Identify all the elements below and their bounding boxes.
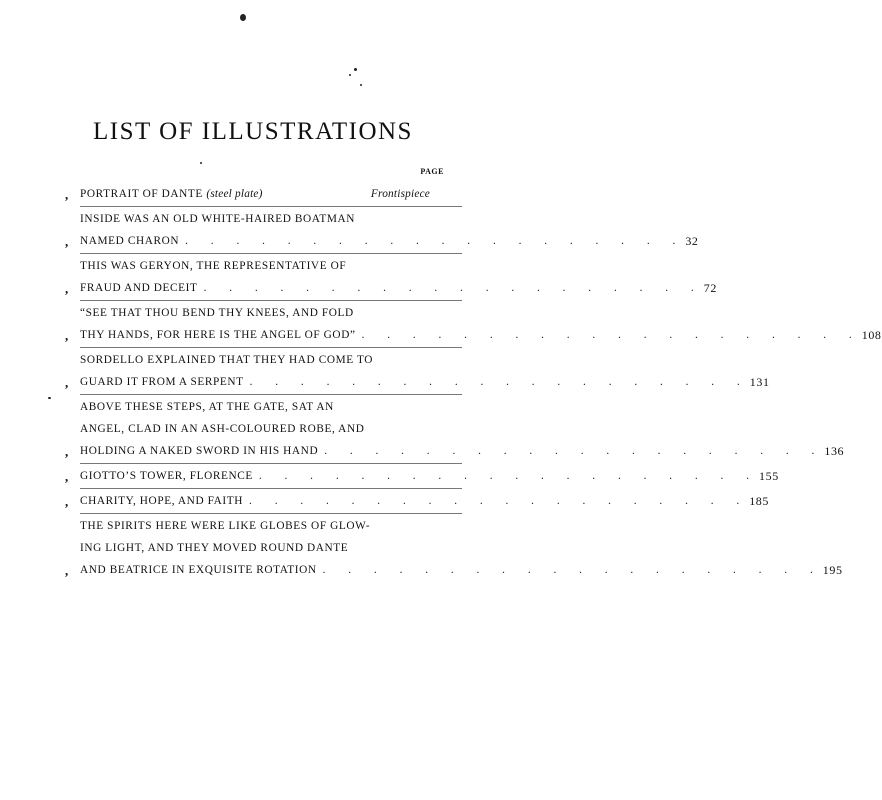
illustration-caption: [80, 514, 823, 582]
caption-line: [80, 208, 685, 230]
caption-text: CHARITY, HOPE, AND FAITH: [80, 495, 244, 507]
ink-speck: [48, 397, 51, 399]
dot-leader: . . . . . . . . . . . . . . . . . . . .: [258, 470, 760, 482]
caption-text: SORDELLO EXPLAINED THAT THEY HAD COME TO: [80, 354, 374, 366]
ink-speck: [360, 84, 362, 86]
caption-line: [80, 440, 824, 462]
caption-line: [80, 183, 430, 205]
margin-mark: ,: [65, 375, 69, 390]
ink-speck: [349, 74, 351, 76]
illustration-caption: [80, 182, 430, 206]
dot-leader: . . . . . . . . . . . . . . . . . . . .: [361, 329, 862, 341]
dot-leader: . . . . . . . . . . . . . . . . . . . .: [203, 282, 704, 294]
caption-line: [80, 418, 824, 440]
page-number: 155: [759, 469, 779, 483]
margin-mark: ,: [65, 494, 69, 509]
list-item: [65, 253, 717, 300]
illustration-caption: [80, 348, 750, 394]
margin-mark: ,: [65, 469, 69, 484]
page-column-label: PAGE: [420, 167, 444, 176]
margin-mark: ,: [65, 234, 69, 249]
caption-line: [80, 324, 862, 346]
caption-line: [80, 302, 862, 324]
margin-mark: ,: [65, 563, 69, 578]
caption-text: THIS WAS GERYON, THE REPRESENTATIVE OF: [80, 260, 347, 272]
placement-label: Frontispiece: [370, 188, 430, 200]
caption-note: (steel plate): [206, 188, 263, 200]
margin-mark: ,: [65, 187, 69, 202]
list-item: [65, 463, 779, 488]
ink-speck: [240, 14, 246, 21]
caption-text: ANGEL, CLAD IN AN ASH-COLOURED ROBE, AND: [80, 423, 365, 435]
list-item: [65, 347, 770, 394]
dot-leader: . . . . . . . . . . . . . . . . . . . .: [185, 235, 686, 247]
page-title: LIST OF ILLUSTRATIONS: [93, 118, 413, 145]
caption-line: [80, 537, 823, 559]
caption-line: [80, 230, 685, 252]
page-number: 32: [685, 234, 699, 248]
caption-text: AND BEATRICE IN EXQUISITE ROTATION: [80, 564, 317, 576]
caption-line: [80, 465, 759, 487]
page-number: 195: [822, 563, 843, 577]
caption-line: [80, 349, 750, 371]
caption-line: [80, 277, 704, 299]
caption-text: “SEE THAT THOU BEND THY KNEES, AND FOLD: [80, 307, 354, 319]
caption-text: THE SPIRITS HERE WERE LIKE GLOBES OF GLOW-: [80, 520, 371, 532]
caption-line: [80, 559, 823, 581]
margin-mark: ,: [65, 444, 69, 459]
caption-line: [80, 396, 824, 418]
caption-text: FRAUD AND DECEIT: [80, 282, 198, 294]
caption-text: INSIDE WAS AN OLD WHITE-HAIRED BOATMAN: [80, 213, 355, 225]
list-item: [65, 182, 462, 206]
list-item: [65, 206, 699, 253]
caption-line: [80, 371, 750, 393]
page-number: 136: [824, 444, 845, 458]
list-item: [65, 513, 843, 582]
list-item: [65, 300, 882, 347]
illustration-caption: [80, 207, 685, 253]
dot-leader: . . . . . . . . . . . . . . . . . . . .: [324, 445, 825, 457]
ink-speck: [200, 162, 202, 164]
ink-speck: [354, 68, 357, 71]
caption-text: PORTRAIT OF DANTE: [80, 188, 203, 200]
caption-line: [80, 255, 704, 277]
illustrations-list: [65, 182, 882, 582]
caption-text: HOLDING A NAKED SWORD IN HIS HAND: [80, 445, 319, 457]
margin-mark: ,: [65, 281, 69, 296]
page-number: 72: [703, 281, 717, 295]
caption-line: [80, 515, 823, 537]
caption-text: ING LIGHT, AND THEY MOVED ROUND DANTE: [80, 542, 349, 554]
dot-leader: . . . . . . . . . . . . . . . . . . . .: [249, 376, 750, 388]
illustration-caption: [80, 464, 759, 488]
illustration-caption: [80, 254, 704, 300]
caption-text: THY HANDS, FOR HERE IS THE ANGEL OF GOD”: [80, 329, 356, 341]
illustration-caption: [80, 489, 749, 513]
caption-text: NAMED CHARON: [80, 235, 180, 247]
margin-mark: ,: [65, 328, 69, 343]
caption-text: GIOTTO’S TOWER, FLORENCE: [80, 470, 253, 482]
dot-leader: . . . . . . . . . . . . . . . . . . . .: [249, 495, 750, 507]
list-item: [65, 394, 845, 463]
illustration-caption: [80, 301, 862, 347]
caption-line: [80, 490, 749, 512]
illustration-caption: [80, 395, 824, 463]
dot-leader: . . . . . . . . . . . . . . . . . . . .: [322, 564, 823, 576]
list-item: [65, 488, 770, 513]
caption-text: GUARD IT FROM A SERPENT: [80, 376, 244, 388]
caption-text: ABOVE THESE STEPS, AT THE GATE, SAT AN: [80, 401, 334, 413]
page-number: 131: [749, 375, 770, 389]
page-number: 108: [861, 328, 882, 342]
page-number: 185: [749, 494, 770, 508]
